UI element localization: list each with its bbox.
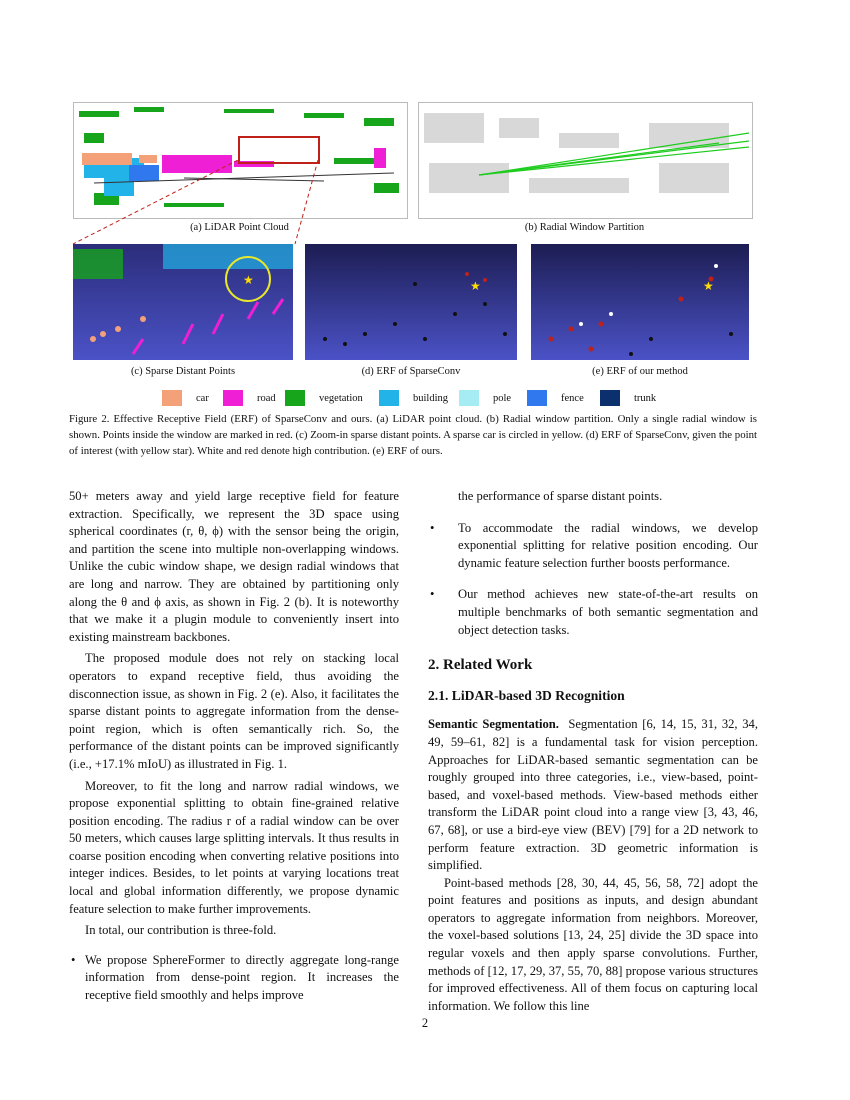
left-paragraph-4: In total, our contribution is three-fold. xyxy=(85,923,277,938)
panel-c-caption: (c) Sparse Distant Points xyxy=(130,366,236,377)
panel-d-erf-sparseconv xyxy=(305,244,517,360)
section-heading-related-work: 2. Related Work xyxy=(428,657,533,674)
legend-vegetation: vegetation xyxy=(285,389,363,407)
figure-caption: Figure 2. Effective Receptive Field (ERF) of SparseConv and ours. (a) LiDAR point cloud. (b) Radial window partition. Only a single radial window is shown. Points inside the window are marked in red. (c) Zoom-in sparse distant points. A sparse car is circled in yellow. (d) ERF of SparseConv, given the point of interest (with yellow star). White and red denote high contribution. (e) ERF of ours. xyxy=(69,413,757,457)
legend-swatch xyxy=(285,390,305,406)
right-paragraph-segmentation xyxy=(428,716,758,874)
erf-ours-image xyxy=(531,244,749,360)
legend-building: building xyxy=(379,389,448,407)
radial-window-image xyxy=(419,103,752,218)
svg-text:★: ★ xyxy=(243,273,254,287)
panel-a-caption: (a) LiDAR Point Cloud xyxy=(190,222,289,233)
legend-swatch xyxy=(600,390,620,406)
left-column xyxy=(69,488,399,1005)
left-paragraph-1: 50+ meters away and yield large receptive field for feature extraction. Specifically, we represent the 3D space using spherical coordinates (r, θ, ϕ) with the sensor being the origin, and partition the scene into multiple non-overlapping windows. Unlike the cubic window shape, we design radial windows that are long and narrow. They are obtained by partitioning only along the θ and ϕ axis, as shown in Fig. 2 (b). It is noteworthy that we make it a plugin module to conveniently insert into existing mainstream backbones. xyxy=(69,489,399,644)
legend-swatch xyxy=(459,390,479,406)
sparse-points-image xyxy=(73,244,293,360)
legend-pole: pole xyxy=(459,389,511,407)
contribution-bullet-3: • Our method achieves new state-of-the-art results on multiple benchmarks of both semantic segmentation and object detection tasks. xyxy=(428,586,758,639)
panel-b-caption: (b) Radial Window Partition xyxy=(524,222,645,233)
legend-swatch xyxy=(162,390,182,406)
page-number: 2 xyxy=(421,1016,429,1030)
legend-swatch xyxy=(223,390,243,406)
legend-car: car xyxy=(162,389,209,407)
contribution-bullet-1: • We propose SphereFormer to directly aggregate long-range information from dense-point region. It increases the receptive field smoothly and helps improve xyxy=(69,952,399,1005)
contribution-bullet-2: • To accommodate the radial windows, we develop exponential splitting for relative position encoding. Our dynamic feature selection further boosts performance. xyxy=(428,520,758,573)
erf-sparseconv-image xyxy=(305,244,517,360)
panel-e-erf-ours xyxy=(531,244,749,360)
panel-d-caption: (d) ERF of SparseConv xyxy=(361,366,461,377)
panel-e-caption: (e) ERF of our method xyxy=(592,366,688,377)
legend-trunk: trunk xyxy=(600,389,656,407)
svg-text:★: ★ xyxy=(703,279,714,293)
left-paragraph-3: Moreover, to fit the long and narrow radial windows, we propose exponential splitting to obtain fine-grained relative position encoding. The radius r of a radial window can be over 50 meters, which causes large splitting intervals. It thus results in coarse position encoding when converting relative positions into integer indices. Besides, to let points at varying locations treat local and global information differently, we propose dynamic feature selection to make further improvements. xyxy=(69,778,399,916)
legend-road: road xyxy=(223,389,276,407)
right-paragraph-point-based: Point-based methods [28, 30, 44, 45, 56, 58, 72] adopt the point features and positions as inputs, and design abundant operators to aggregate information from neighbors. Moreover, the voxel-based solutions [13, 24, 25] divide the 3D space into regular voxels and then apply sparse convolutions. Further, methods of [12, 17, 29, 37, 55, 70, 88] propose various structures for improved effectiveness. All of them focus on capturing local information. We follow this line xyxy=(428,875,758,1013)
zoom-connector-lines xyxy=(70,160,320,250)
subsection-heading-lidar: 2.1. LiDAR-based 3D Recognition xyxy=(428,687,625,703)
left-paragraph-2: The proposed module does not rely on stacking local operators to expand receptive field, thus avoiding the disconnection issue, as shown in Fig. 2 (e). Also, it facilitates the sparse distant points to aggregate information from the dense-point region, which is often semantically rich. So, the performance of the distant points can be improved significantly (i.e., +17.1% mIoU) as illustrated in Fig. 1. xyxy=(69,651,399,771)
svg-text:★: ★ xyxy=(470,279,481,293)
legend-fence: fence xyxy=(527,389,584,407)
legend-swatch xyxy=(527,390,547,406)
right-column xyxy=(428,488,758,1015)
segmentation-run-in-title: Semantic Segmentation. xyxy=(428,717,559,732)
bullet-1-continued: the performance of sparse distant points. xyxy=(458,489,663,503)
segmentation-text: Segmentation [6, 14, 15, 31, 32, 34, 49, 59–61, 82] is a fundamental task for vision perception. Approaches for LiDAR-based semantic segmentation can be roughly grouped into three categories, i.e., view-based, point-based, and voxel-based methods. View-based methods either transform the LiDAR point cloud into a range view [3, 43, 46, 67, 68], or use a bird-eye view (BEV) [79] for a 2D network to perform feature extraction. 3D geometric information is simplified. xyxy=(428,717,758,873)
panel-b-radial-window xyxy=(418,102,753,219)
panel-c-sparse-distant-points xyxy=(73,244,293,360)
legend-swatch xyxy=(379,390,399,406)
